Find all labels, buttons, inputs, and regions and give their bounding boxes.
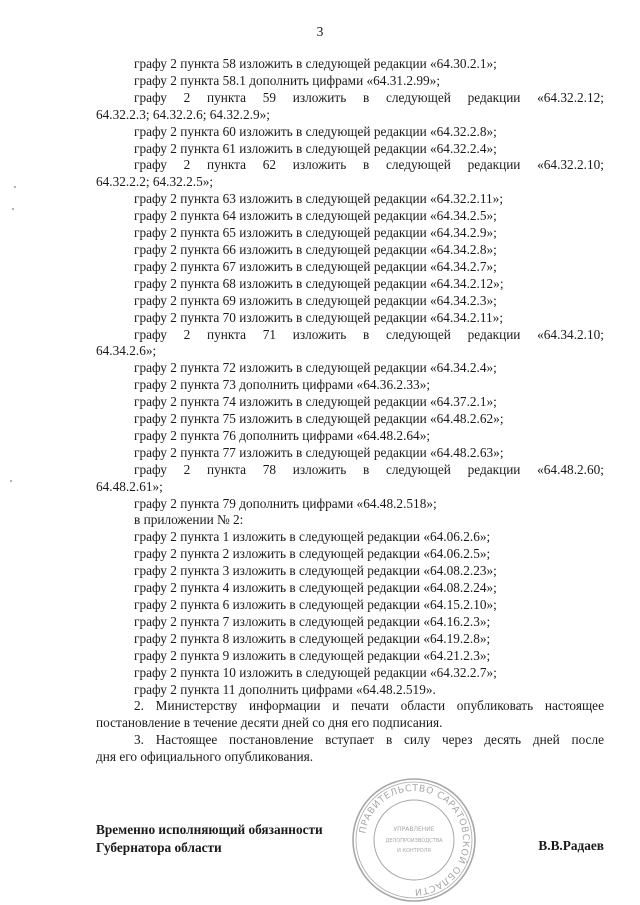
paragraph-line: графу 2 пункта 58 изложить в следующей редакции «64.30.2.1»; — [134, 56, 497, 71]
paragraph-line: графу 2 пункта 79 дополнить цифрами «64.48.2.518»; — [134, 495, 437, 511]
paragraph-line: графу 2 пункта 58.1 дополнить цифрами «64.31.2.99»; — [134, 72, 441, 88]
page-number: 3 — [316, 24, 324, 39]
paragraph-line: 3. Настоящее постановление вступает в силу через десять дней после — [134, 732, 604, 748]
paragraph-line: графу 2 пункта 68 изложить в следующей редакции «64.34.2.12»; — [134, 275, 504, 291]
paragraph-line: графу 2 пункта 69 изложить в следующей редакции «64.34.2.3»; — [134, 292, 497, 308]
paragraph-line: графу 2 пункта 4 изложить в следующей редакции «64.08.2.24»; — [134, 580, 497, 596]
paragraph-line: 2. Министерству информации и печати области опубликовать настоящее — [134, 698, 604, 714]
paragraph-line: графу 2 пункта 77 изложить в следующей редакции «64.48.2.63»; — [134, 444, 504, 460]
signatory-title-line1: Временно исполняющий обязанности — [96, 822, 323, 837]
scan-speck — [12, 208, 14, 210]
paragraph-line: графу 2 пункта 74 изложить в следующей редакции «64.37.2.1»; — [134, 394, 497, 410]
paragraph-line: в приложении № 2: — [134, 512, 244, 528]
paragraph-line: графу 2 пункта 75 изложить в следующей редакции «64.48.2.62»; — [134, 411, 504, 427]
paragraph-line: графу 2 пункта 63 изложить в следующей редакции «64.32.2.11»; — [134, 191, 504, 207]
paragraph-line: графу 2 пункта 2 изложить в следующей редакции «64.06.2.5»; — [134, 546, 491, 562]
paragraph-line: графу 2 пункта 1 изложить в следующей редакции «64.06.2.6»; — [134, 529, 491, 545]
paragraph-line: графу 2 пункта 70 изложить в следующей редакции «64.34.2.11»; — [134, 309, 504, 325]
paragraph-continuation: дня его официального опубликования. — [96, 749, 314, 765]
paragraph-line: графу 2 пункта 3 изложить в следующей редакции «64.08.2.23»; — [134, 563, 497, 579]
stamp-center-line-1: УПРАВЛЕНИЕ — [393, 826, 435, 833]
paragraph-line: графу 2 пункта 7 изложить в следующей редакции «64.16.2.3»; — [134, 613, 491, 629]
stamp-center-line-3: И КОНТРОЛЯ — [397, 848, 431, 854]
paragraph-line: графу 2 пункта 78 изложить в следующей редакции «64.48.2.60; — [134, 461, 604, 477]
signatory-name: В.В.Радаев — [538, 838, 604, 853]
paragraph-line: графу 2 пункта 76 дополнить цифрами «64.48.2.64»; — [134, 427, 431, 443]
paragraph-line: графу 2 пункта 9 изложить в следующей редакции «64.21.2.3»; — [134, 647, 491, 663]
stamp-center-line-2: ДЕЛОПРОИЗВОДСТВА — [385, 838, 443, 844]
paragraph-line: графу 2 пункта 62 изложить в следующей редакции «64.32.2.10; — [134, 157, 604, 173]
signatory-title-line2: Губернатора области — [96, 840, 222, 855]
paragraph-line: графу 2 пункта 10 изложить в следующей редакции «64.32.2.7»; — [134, 664, 497, 680]
paragraph-line: графу 2 пункта 66 изложить в следующей редакции «64.34.2.8»; — [134, 241, 497, 257]
scan-speck — [14, 186, 16, 188]
stamp-ring-text: ПРАВИТЕЛЬСТВО САРАТОВСКОЙ ОБЛАСТИ — [357, 782, 472, 898]
paragraph-line: графу 2 пункта 65 изложить в следующей редакции «64.34.2.9»; — [134, 225, 497, 241]
paragraph-line: графу 2 пункта 61 изложить в следующей редакции «64.32.2.4»; — [134, 140, 497, 156]
paragraph-continuation: постановление в течение десяти дней со дня его подписания. — [96, 715, 443, 731]
paragraph-continuation: 64.32.2.2; 64.32.2.5»; — [96, 174, 214, 190]
paragraph-line: графу 2 пункта 11 дополнить цифрами «64.48.2.519». — [134, 681, 436, 697]
paragraph-line: графу 2 пункта 59 изложить в следующей редакции «64.32.2.12; — [134, 89, 604, 105]
paragraph-line: графу 2 пункта 60 изложить в следующей редакции «64.32.2.8»; — [134, 123, 497, 139]
scan-speck — [10, 480, 12, 482]
document-body — [96, 56, 604, 766]
official-seal-stamp — [350, 776, 478, 904]
paragraph-continuation: 64.34.2.6»; — [96, 343, 157, 359]
paragraph-continuation: 64.32.2.3; 64.32.2.6; 64.32.2.9»; — [96, 106, 270, 122]
paragraph-line: графу 2 пункта 73 дополнить цифрами «64.36.2.33»; — [134, 377, 431, 393]
paragraph-line: графу 2 пункта 64 изложить в следующей редакции «64.34.2.5»; — [134, 208, 497, 224]
paragraph-line: графу 2 пункта 67 изложить в следующей редакции «64.34.2.7»; — [134, 258, 497, 274]
paragraph-continuation: 64.48.2.61»; — [96, 478, 163, 494]
paragraph-line: графу 2 пункта 72 изложить в следующей редакции «64.34.2.4»; — [134, 360, 497, 376]
paragraph-line: графу 2 пункта 71 изложить в следующей редакции «64.34.2.10; — [134, 326, 604, 342]
paragraph-line: графу 2 пункта 6 изложить в следующей редакции «64.15.2.10»; — [134, 597, 497, 612]
paragraph-line: графу 2 пункта 8 изложить в следующей редакции «64.19.2.8»; — [134, 630, 491, 646]
